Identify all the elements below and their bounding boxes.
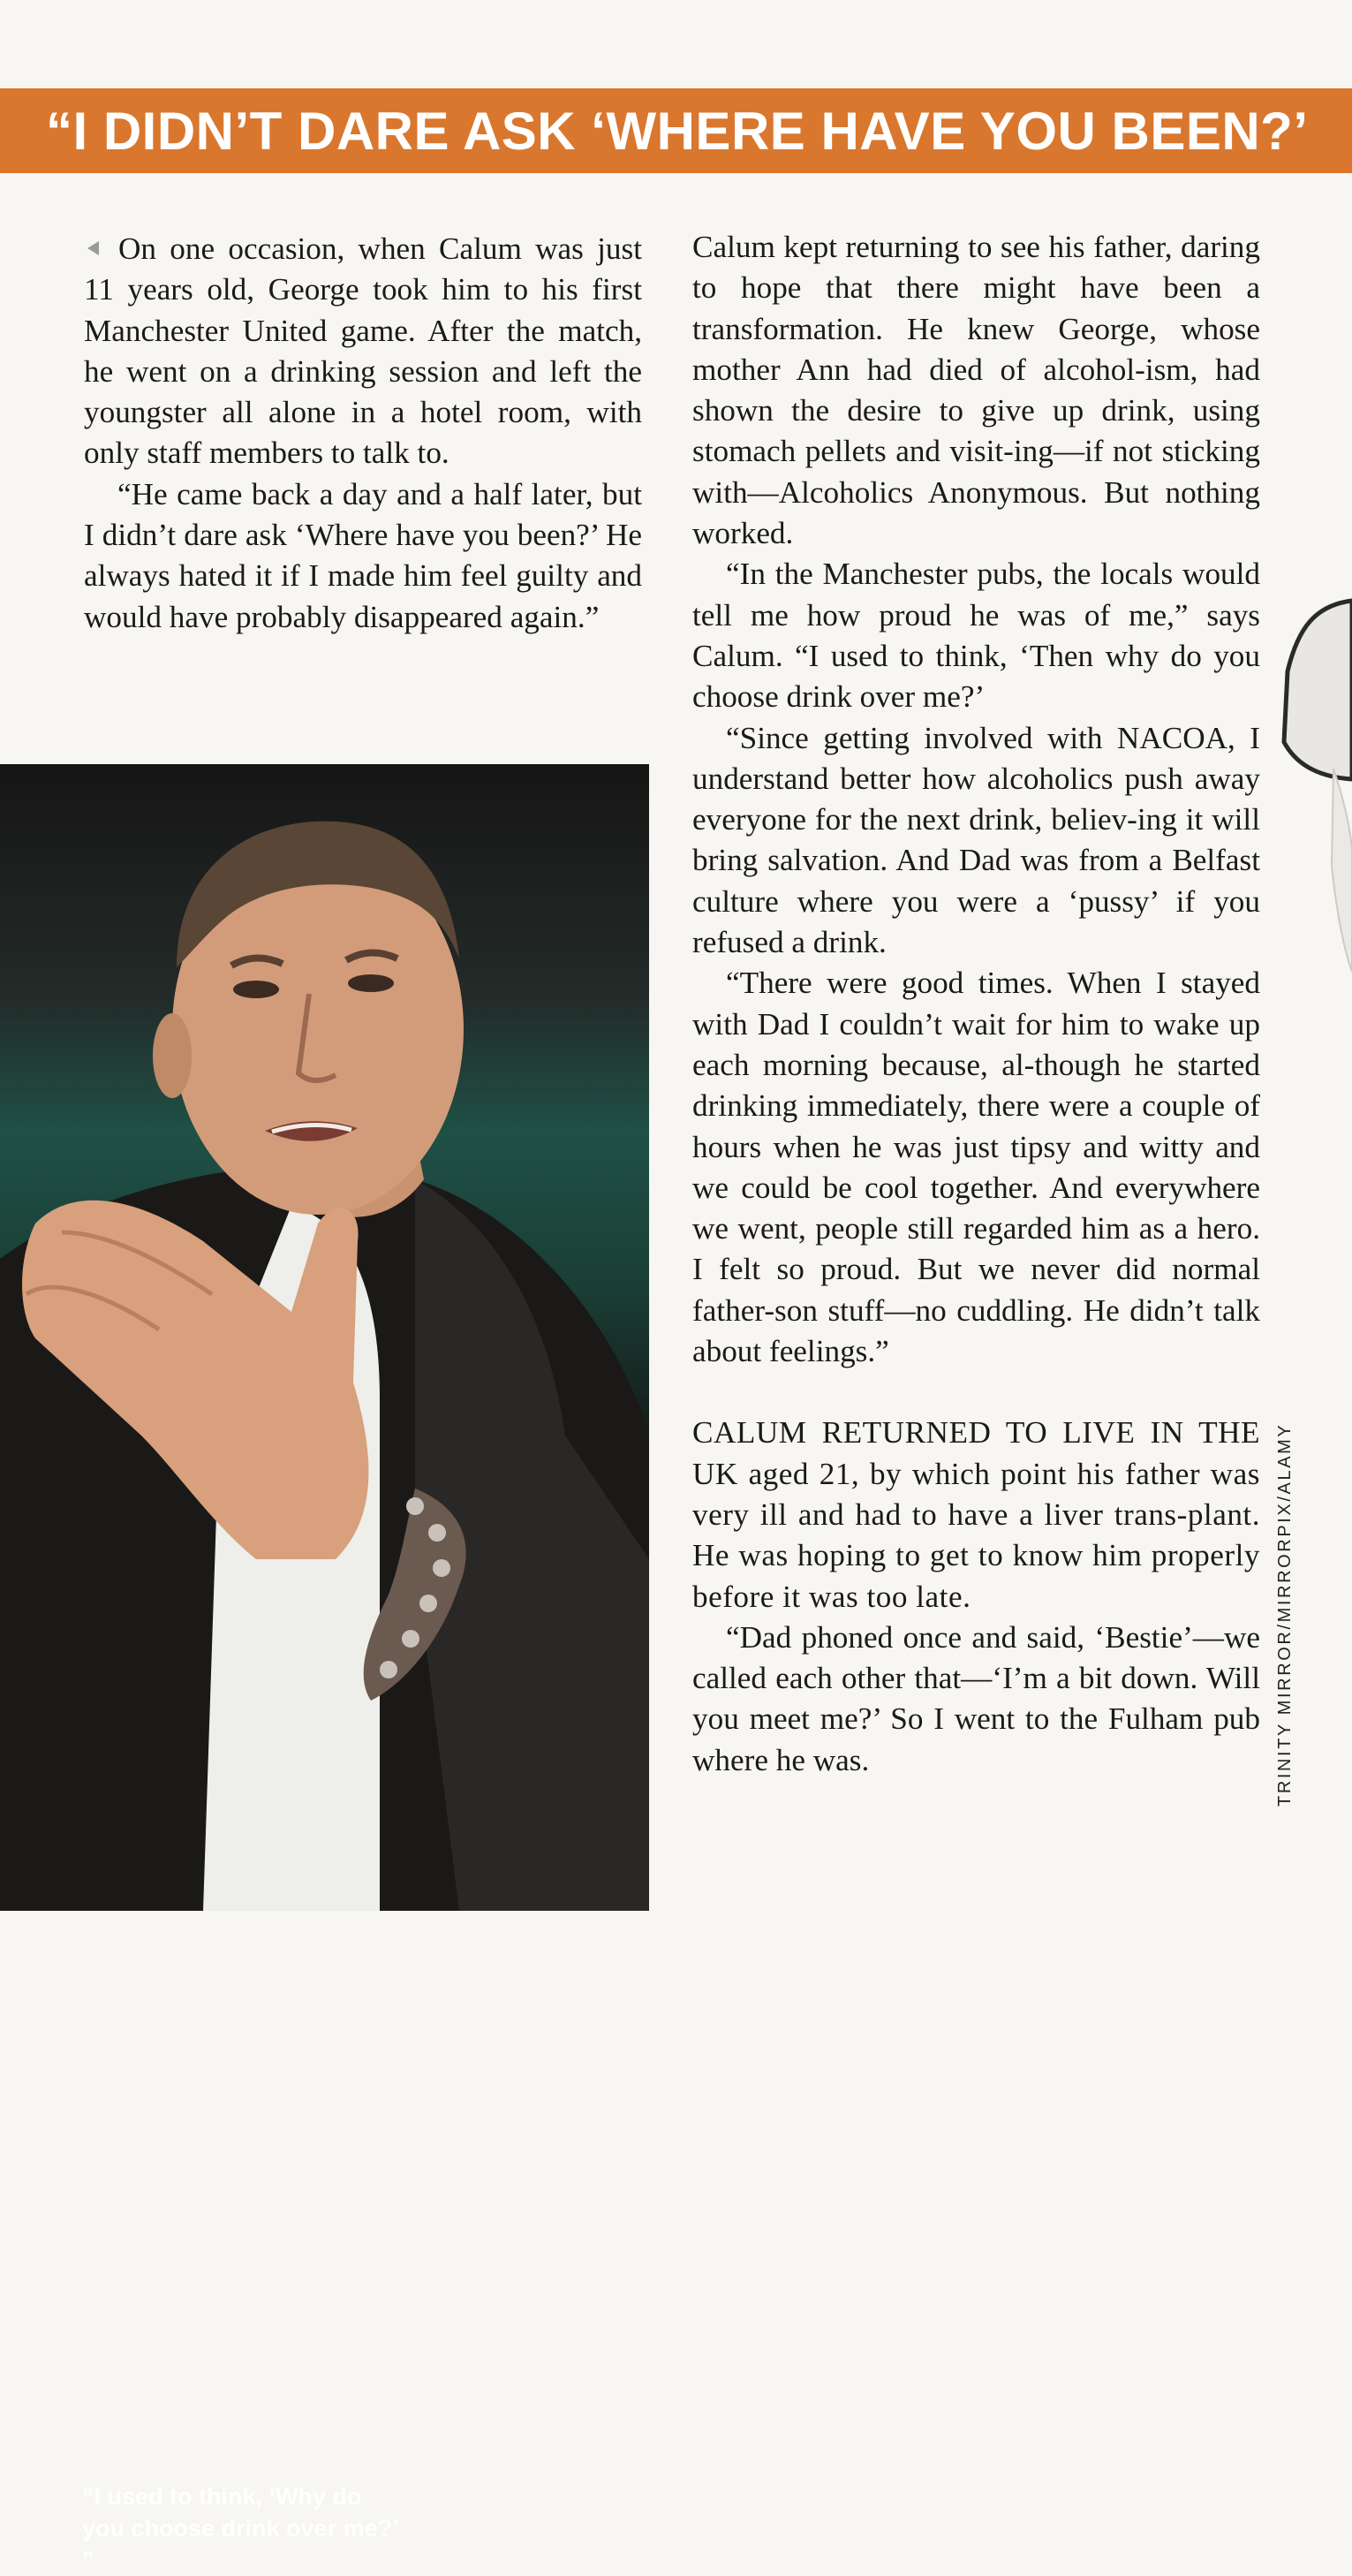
left-paragraph-1 <box>84 229 642 474</box>
portrait-illustration <box>0 764 649 1911</box>
right-paragraph-5: CALUM RETURNED TO LIVE IN THE UK aged 21, by which point his father was very ill and had to have a liver trans-plant. He was hoping to get to know him properly before it was too late. <box>692 1415 1260 1614</box>
photo-caption: “I used to think, ‘Why do you choose drink over me?’ ” <box>82 2483 398 2573</box>
section-break <box>692 1372 1260 1413</box>
left-paragraph-2: “He came back a day and a half later, but I didn’t dare ask ‘Where have you been?’ He always hated it if I made him feel guilty and would have probably disappeared again.” <box>84 476 642 634</box>
headline-bar <box>0 88 1352 173</box>
right-paragraph-6: “Dad phoned once and said, ‘Bestie’—we called each other that—‘I’m a bit down. Will you meet me?’ So I went to the Fulham pub where he was. <box>692 1619 1260 1777</box>
headline: “I DIDN’T DARE ASK ‘WHERE HAVE YOU BEEN?’ <box>46 101 1309 161</box>
photo-credit: TRINITY MIRROR/MIRRORPIX/ALAMY <box>1275 1422 1295 1807</box>
right-paragraph-1: Calum kept returning to see his father, daring to hope that there might have been a transformation. He knew George, whose mother Ann had died of alcohol-ism, had shown the desire to give up drink, using stomach pellets and visit-ing—if not sticking with—Alcoholics Anonymous. But nothing worked. <box>692 230 1260 551</box>
portrait-photo <box>0 764 649 2573</box>
right-paragraph-4: “There were good times. When I stayed with Dad I couldn’t wait for him to wake up each morning because, al-though he started drinking immediately, there were a couple of hours when he was just tipsy and witty and we could be cool together. And everywhere we went, people still regarded him as a hero. I felt so proud. But we never did normal father-son stuff—no cuddling. He didn’t talk about feelings.” <box>692 966 1260 1369</box>
adjacent-photo-edge <box>1280 530 1352 1148</box>
right-column <box>692 227 1260 1781</box>
left-column <box>84 229 642 638</box>
left-paragraph-1-text: On one occasion, when Calum was just 11 years old, George took him to his first Manchester United game. After the match, he went on a drinking session and left the youngster all alone in a hotel room, with only staff members to talk to. <box>84 231 642 471</box>
continued-arrow-icon <box>87 241 99 255</box>
right-paragraph-3: “Since getting involved with NACOA, I understand better how alcoholics push away everyone for the next drink, believ-ing it will bring salvation. And Dad was from a Belfast culture where you were a ‘pussy’ if you refused a drink. <box>692 720 1260 960</box>
right-paragraph-2: “In the Manchester pubs, the locals would tell me how proud he was of me,” says Calum. “I used to think, ‘Then why do you choose drink over me?’ <box>692 557 1260 715</box>
